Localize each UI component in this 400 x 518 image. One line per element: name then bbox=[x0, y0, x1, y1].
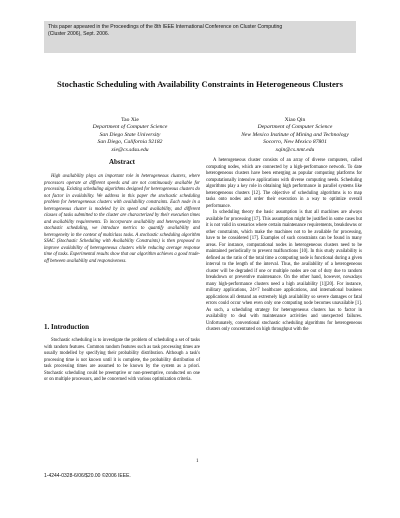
notice-line-2: (Cluster 2006), Sept. 2006. bbox=[48, 31, 110, 38]
abstract-heading: Abstract bbox=[108, 158, 136, 166]
right-paragraph-2: In scheduling theory the basic assumption is that all machines are always available for processing [17]. This assumption might be justified in some cases but it is not valid in scenarios where certain maintenance requirements, breakdowns or other constraints, which make the machines not to be available for processing, have to be considered [17]. Examples of such constraints can be found in many areas. For instance, computational nodes in heterogeneous clusters need to be maintained periodically to prevent malfunctions [10]. In this study availability is defined as the ratio of the total time a computing node is functional during a given interval to the length of the interval. Thus, the availability of a heterogeneous cluster will be degraded if one or multiple nodes are out of duty due to random breakdown or preventive maintenance. On the other hand, however, nowadays many high-performance clusters need a high availability [1][20]. For instance, military applications, 24×7 healthcare applications, and international business applications all demand an extremely high availability so severe damages or fatal errors could occur when even only one computing node becomes unavailable [1]. As such, a scheduling strategy for heterogeneous clusters has to factor in availability to deal with maintenance activities and unexpected failures. Unfortunately, conventional stochastic scheduling algorithms for heterogeneous clusters only concentrated on high throughput with the bbox=[206, 210, 362, 332]
author-block-2 bbox=[210, 117, 380, 154]
abstract-text: High availability plays an important role in heterogeneous clusters, where processors operate at different speeds and are not continuously available for processing. Existing scheduling algorithms designed for heterogeneous clusters do not factor in availability. We address in this paper the stochastic scheduling problem for heterogeneous clusters with availability constraints. Each node in a heterogeneous cluster is modeled by its speed and availability, and different classes of tasks submitted to the cluster are characterized by their execution times and availability requirements. To incorporate availability and heterogeneity into stochastic scheduling, we introduce metrics to quantify availability and heterogeneity in the context of multiclass tasks. A stochastic scheduling algorithm SSAC (Stochastic Scheduling with Availability Constraints) is then proposed to improve availability of heterogeneous clusters while reducing average response time of tasks. Experimental results show that our algorithm achieves a good trade-off between availability and responsiveness. bbox=[44, 174, 200, 264]
publication-notice bbox=[44, 21, 356, 53]
isbn-footer: 1-4244-0328-6/06/$20.00 ©2006 IEEE. bbox=[44, 473, 131, 479]
introduction-text: Stochastic scheduling is to investigate the problem of scheduling a set of tasks with random features. Common random features such as task processing times are usually modelled by specifying their probability distribution. Although a task's processing time is not known until it is complete, the probability distribution of task processing times are assumed to be known by the system as a priori. Stochastic scheduling could be preemptive or non-preemptive, conducted on one or on multiple processors, and be concerned with various optimization criteria. bbox=[44, 338, 200, 382]
author-email: xie@cs.sdsu.edu bbox=[111, 146, 149, 153]
author-email: xqin@cs.nmt.edu bbox=[275, 146, 315, 153]
right-paragraph-1: A heterogeneous cluster consists of an array of diverse computers, called computing nodes, which are connected by a high-performance network. To date heterogeneous clusters have been emerging as popular computing platforms for computationally intensive applications with diverse computing needs. Scheduling algorithms play a key role in obtaining high performance in parallel systems like heterogeneous clusters [12]. The objective of scheduling algorithms is to map tasks onto nodes and order their execution in a way to optimize overall performance. bbox=[206, 158, 362, 209]
left-column bbox=[44, 158, 200, 382]
page-number: 1 bbox=[196, 459, 199, 464]
author-location: Socorro, New Mexico 87801 bbox=[263, 139, 327, 146]
paper-title: Stochastic Scheduling with Availability Constraints in Heterogeneous Clusters bbox=[57, 79, 343, 89]
author-institution: New Mexico Institute of Mining and Technology bbox=[241, 131, 349, 138]
right-column bbox=[206, 158, 362, 334]
author-name: Tao Xie bbox=[121, 117, 139, 123]
notice-line-1: This paper appeared in the Proceedings of the 8th IEEE International Conference on Cluster Computing bbox=[48, 24, 283, 30]
author-location: San Diego, California 92182 bbox=[97, 139, 163, 146]
introduction-heading: 1. Introduction bbox=[44, 323, 89, 331]
author-name: Xiao Qin bbox=[284, 117, 306, 123]
author-department: Department of Computer Science bbox=[257, 124, 333, 131]
author-block-1 bbox=[45, 117, 215, 154]
author-department: Department of Computer Science bbox=[92, 124, 168, 131]
author-institution: San Diego State University bbox=[99, 131, 161, 138]
